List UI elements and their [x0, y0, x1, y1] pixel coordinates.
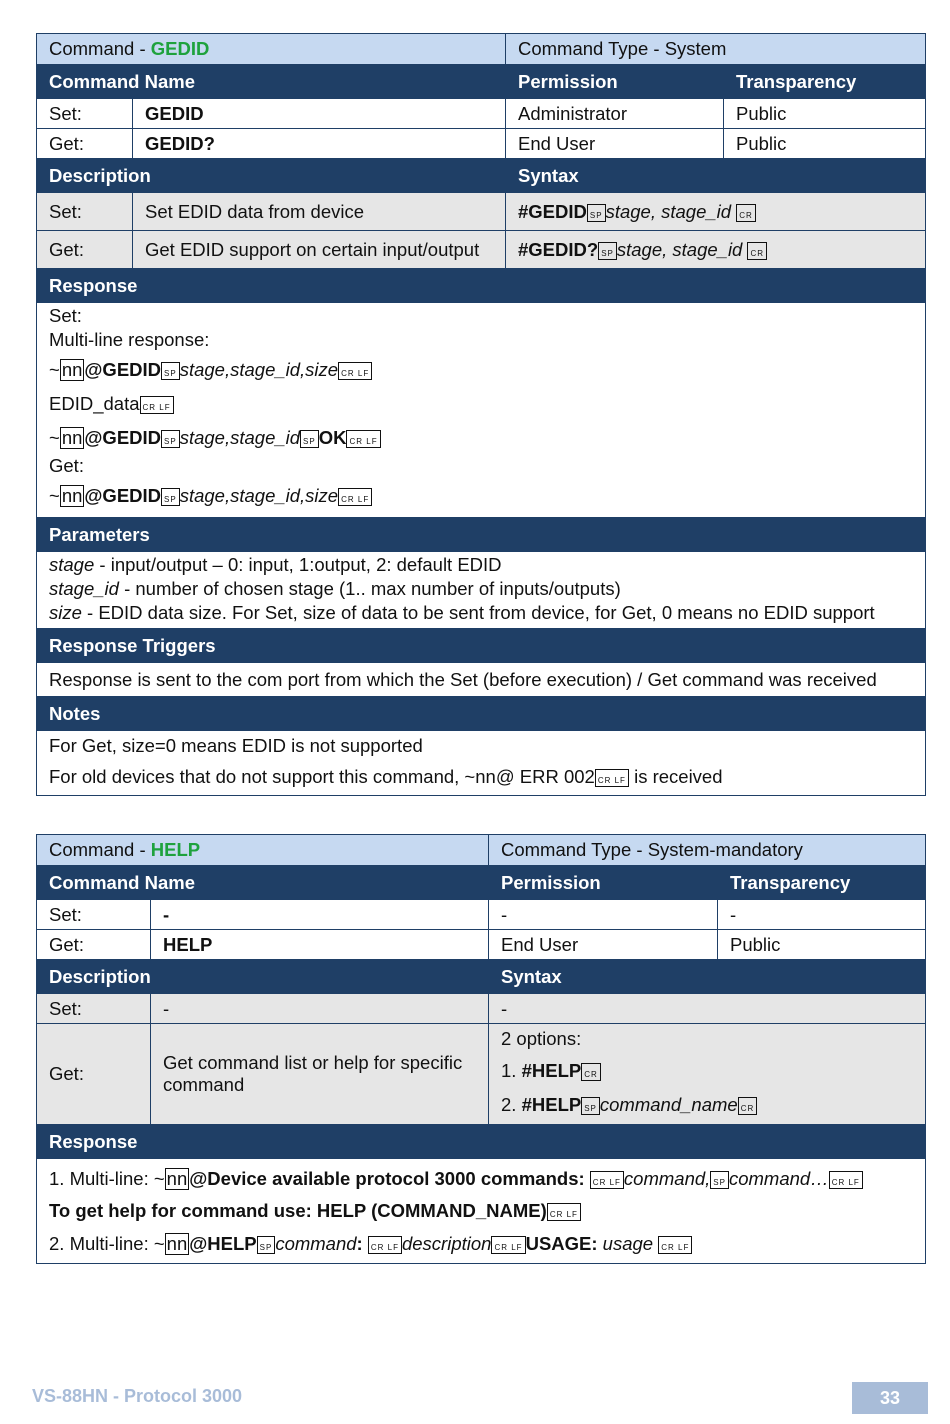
response-set-label: Set: — [49, 305, 82, 326]
command-type: Command Type - System — [506, 34, 926, 65]
response-line: 2. Multi-line: ~ nn @HELP SP command: CR LF description CR LF USAGE: usage CR LF — [49, 1227, 913, 1261]
syntax-option-2: 2. #HELP SP command_name CR — [501, 1088, 913, 1122]
param-size: size - EDID data size. For Set, size of data to be sent from device, for Get, 0 means no EDID support — [49, 602, 875, 623]
get-label: Get: — [37, 930, 151, 960]
header-transparency: Transparency — [718, 866, 926, 900]
set-label: Set: — [37, 99, 133, 129]
command-name: GEDID — [150, 38, 210, 59]
set-syntax: #GEDID SP stage, stage_id CR — [506, 193, 926, 231]
syntax-option-1: 1. #HELP CR — [501, 1054, 913, 1088]
command-title-cell — [37, 34, 506, 65]
help-command-table — [36, 834, 926, 1264]
header-permission: Permission — [489, 866, 718, 900]
command-title-cell — [37, 835, 489, 866]
header-description: Description — [37, 960, 489, 994]
get-syntax — [489, 1024, 926, 1125]
response-cell — [37, 303, 926, 518]
parameters-cell — [37, 552, 926, 629]
sp-box: SP — [598, 242, 617, 260]
header-command-name: Command Name — [37, 866, 489, 900]
footer-title: VS-88HN - Protocol 3000 — [32, 1386, 243, 1406]
sp-box: SP — [587, 204, 606, 222]
notes-cell — [37, 731, 926, 796]
response-cell — [37, 1159, 926, 1264]
set-description: Set EDID data from device — [133, 193, 506, 231]
header-permission: Permission — [506, 65, 724, 99]
get-transparency: Public — [724, 129, 926, 159]
set-desc-label: Set: — [37, 994, 151, 1024]
cr-box: CR — [747, 242, 767, 260]
param-stage: stage - input/output – 0: input, 1:output, 2: default EDID — [49, 554, 502, 575]
get-label: Get: — [37, 129, 133, 159]
set-transparency: - — [718, 900, 926, 930]
note-line: For Get, size=0 means EDID is not supported — [49, 735, 423, 756]
command-label: Command - — [49, 839, 151, 860]
header-notes: Notes — [37, 697, 926, 731]
get-description: Get command list or help for specific command — [151, 1024, 489, 1125]
command-name: HELP — [150, 839, 201, 860]
header-syntax: Syntax — [506, 159, 926, 193]
header-response: Response — [37, 269, 926, 303]
syntax-options: 2 options: — [501, 1028, 582, 1049]
set-syntax: - — [489, 994, 926, 1024]
get-desc-label: Get: — [37, 1024, 151, 1125]
header-response-triggers: Response Triggers — [37, 629, 926, 663]
gedid-command-table — [36, 33, 926, 796]
command-type: Command Type - System-mandatory — [489, 835, 926, 866]
response-line: ~ nn @GEDID SP stage,stage_id SP OK CR LF — [49, 421, 913, 455]
get-command: GEDID? — [133, 129, 506, 159]
get-permission: End User — [506, 129, 724, 159]
get-permission: End User — [489, 930, 718, 960]
header-transparency: Transparency — [724, 65, 926, 99]
cr-box: CR — [736, 204, 756, 222]
get-description: Get EDID support on certain input/output — [133, 231, 506, 269]
get-syntax: #GEDID? SP stage, stage_id CR — [506, 231, 926, 269]
response-get-label: Get: — [49, 455, 84, 476]
set-description: - — [151, 994, 489, 1024]
note-line: For old devices that do not support this command, ~nn@ ERR 002 CR LF is received — [49, 766, 723, 787]
get-command: HELP — [151, 930, 489, 960]
header-syntax: Syntax — [489, 960, 926, 994]
get-transparency: Public — [718, 930, 926, 960]
param-stage-id: stage_id - number of chosen stage (1.. max number of inputs/outputs) — [49, 578, 621, 599]
response-line: EDID_data CR LF — [49, 387, 913, 421]
header-command-name: Command Name — [37, 65, 506, 99]
command-label: Command - — [49, 38, 151, 59]
set-permission: - — [489, 900, 718, 930]
response-line: ~ nn @GEDID SP stage,stage_id,size CR LF — [49, 353, 913, 387]
triggers-text: Response is sent to the com port from which the Set (before execution) / Get command was received — [37, 663, 926, 697]
response-line: To get help for command use: HELP (COMMAND_NAME) CR LF — [49, 1195, 913, 1227]
set-label: Set: — [37, 900, 151, 930]
set-desc-label: Set: — [37, 193, 133, 231]
header-description: Description — [37, 159, 506, 193]
get-desc-label: Get: — [37, 231, 133, 269]
response-line: 1. Multi-line: ~ nn @Device available protocol 3000 commands: CR LF command, SP command… CR LF — [49, 1163, 913, 1195]
set-command: GEDID — [133, 99, 506, 129]
header-parameters: Parameters — [37, 518, 926, 552]
response-line: ~ nn @GEDID SP stage,stage_id,size CR LF — [49, 479, 913, 513]
response-multiline: Multi-line response: — [49, 329, 210, 350]
set-command: - — [151, 900, 489, 930]
page-number: 33 — [852, 1382, 928, 1414]
set-transparency: Public — [724, 99, 926, 129]
header-response: Response — [37, 1125, 926, 1159]
set-permission: Administrator — [506, 99, 724, 129]
